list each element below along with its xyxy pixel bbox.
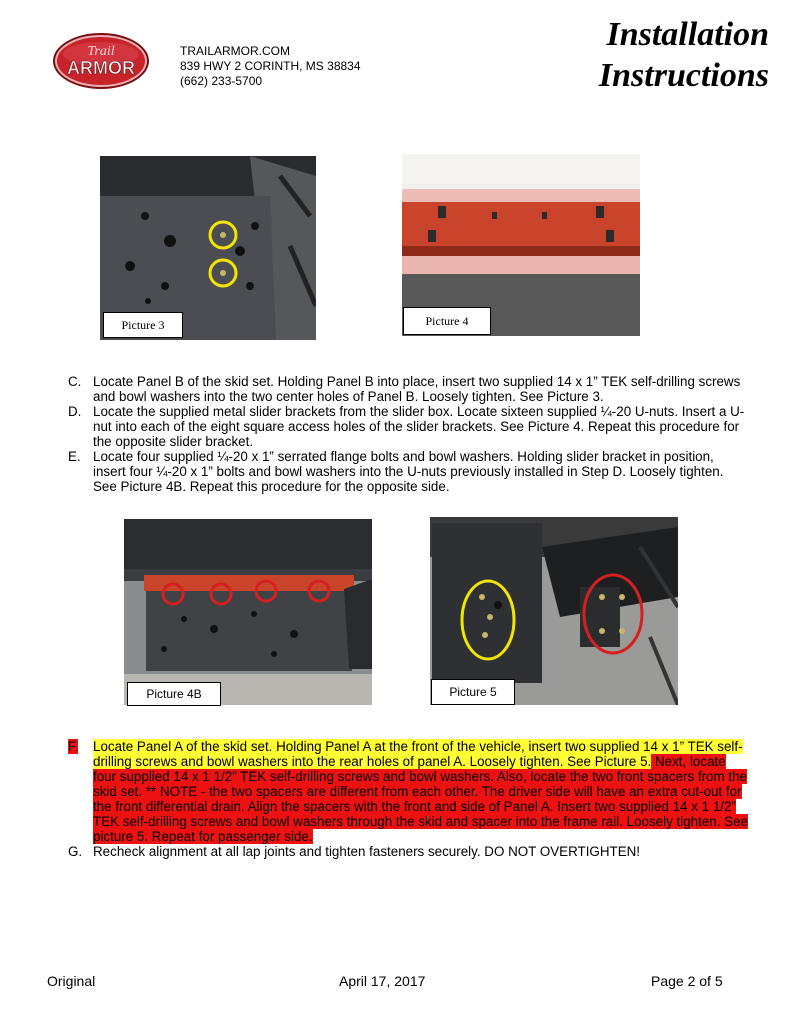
picture-4-caption: Picture 4 — [403, 307, 491, 335]
step-marker: F. — [68, 739, 79, 754]
picture-4b-caption: Picture 4B — [127, 682, 221, 706]
footer-date: April 17, 2017 — [339, 973, 426, 989]
step-text: Recheck alignment at all lap joints and tighten fasteners securely. DO NOT OVERTIGHTEN! — [93, 844, 641, 859]
picture-3-caption: Picture 3 — [103, 312, 183, 338]
address-text: 839 HWY 2 CORINTH, MS 38834 — [180, 59, 361, 73]
steps-c-to-e — [68, 374, 748, 494]
contact-block — [180, 44, 361, 89]
step-f — [68, 739, 748, 844]
step-f-yellow-highlight: Locate Panel A of the skid set. Holding Panel A at the front of the vehicle, insert two supplied 14 x 1” TEK self-drilling screws and bowl washers into the rear holes of panel A. Loosely tighten. See Picture 5. — [93, 739, 743, 769]
picture-5-photo — [430, 517, 678, 705]
step-d — [68, 404, 748, 449]
step-marker: G. — [68, 844, 83, 859]
picture-4b-photo — [124, 519, 372, 705]
phone-text: (662) 233-5700 — [180, 74, 263, 88]
website-text: TRAILARMOR.COM — [180, 44, 291, 58]
logo-trail-text: Trail — [87, 44, 115, 59]
step-c — [68, 374, 748, 404]
step-text: Locate Panel B of the skid set. Holding Panel B into place, insert two supplied 14 x 1” TEK self-drilling screws and bowl washers into the two center holes of Panel B. Loosely tighten. See Picture 3. — [93, 374, 741, 404]
step-e — [68, 449, 748, 494]
page-title — [599, 14, 769, 96]
trail-armor-logo — [52, 32, 150, 90]
step-text: Locate four supplied ¼-20 x 1” serrated flange bolts and bowl washers. Holding slider bracket in position, insert four ¼-20 x 1” bolts and bowl washers into the U-nuts previously installed in Step D. Loosely tighten. See Picture 4B. Repeat this procedure for the opposite side. — [93, 449, 724, 494]
picture-5-caption: Picture 5 — [431, 679, 515, 705]
step-marker: D. — [68, 404, 82, 419]
step-g — [68, 844, 748, 859]
footer-page-number: Page 2 of 5 — [651, 973, 723, 989]
step-marker: C. — [68, 374, 82, 389]
step-text: Locate the supplied metal slider brackets from the slider box. Locate sixteen supplied ¼-20 U-nuts. Insert a U-nut into each of the eight square access holes of the slider brackets. See Picture 4. Repeat this procedure for the opposite slider bracket. — [93, 404, 745, 449]
footer-revision: Original — [47, 973, 96, 989]
title-line-1: Installation — [606, 16, 769, 53]
steps-f-g — [68, 739, 748, 859]
logo-armor-text: ARMOR — [67, 58, 135, 78]
step-f-red-highlight: Next, locate four supplied 14 x 1 1/2” TEK self-drilling screws and bowl washers. Also, locate the two front spacers from the skid set. ** NOTE - the two spacers are different from each other. The driver side will have an extra cut-out for the front differential drain. Align the spacers with the front and side of Panel A. Insert two supplied 14 x 1 1/2” TEK self-drilling screws and bowl washers through the skid and spacer into the frame rail. Loosely tighten. See picture 5. Repeat for passenger side. — [93, 754, 748, 844]
title-line-2: Instructions — [598, 57, 769, 94]
step-marker: E. — [68, 449, 81, 464]
